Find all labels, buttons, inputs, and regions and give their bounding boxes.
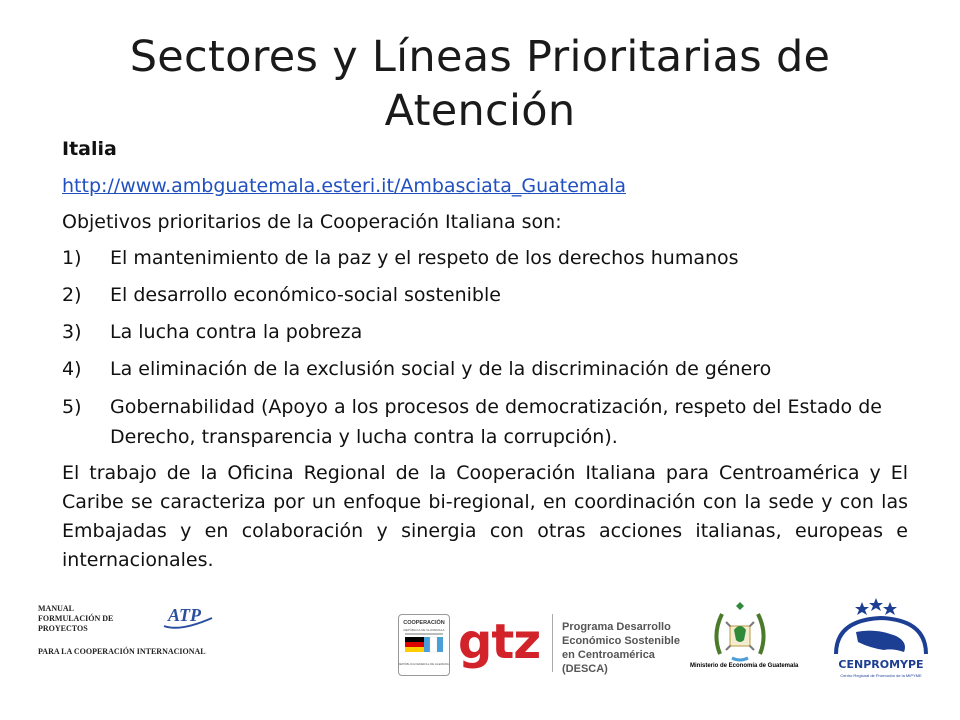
list-item-text: El desarrollo económico-social sostenible xyxy=(110,284,501,306)
desca-logo-text xyxy=(562,620,680,676)
gtz-logo: gtz xyxy=(458,614,541,670)
cenpromype-subtext: Centro Regional de Promoción de la MIPYME xyxy=(840,673,922,678)
desca-line: Económico Sostenible xyxy=(562,635,680,647)
list-item xyxy=(62,392,908,461)
coop-label: COOPERACIÓN xyxy=(403,620,445,626)
list-item-number: 4) xyxy=(62,358,82,380)
coop-sub2: REPÚBLICA FEDERAL DE ALEMANIA xyxy=(399,662,449,666)
country-heading: Italia xyxy=(62,138,117,160)
list-item-number: 1) xyxy=(62,247,82,269)
list-item-text: El mantenimiento de la paz y el respeto de los derechos humanos xyxy=(110,247,739,269)
manual-label-1: MANUAL xyxy=(38,604,74,613)
link-row xyxy=(62,172,908,208)
atp-logo-text: ATP xyxy=(168,605,202,625)
list-item xyxy=(62,318,908,355)
manual-label-3: PROYECTOS xyxy=(38,624,88,633)
list-item-number: 5) xyxy=(62,396,82,418)
cenpromype-logo xyxy=(826,592,936,688)
list-item-number: 2) xyxy=(62,284,82,306)
manual-label-2: FORMULACIÓN DE xyxy=(38,614,114,623)
slide-body xyxy=(62,135,908,575)
guatemala-coat-of-arms-icon xyxy=(708,600,772,666)
cooperacion-logo xyxy=(398,614,450,676)
intro-text: Objetivos prioritarios de la Cooperación Italiana son: xyxy=(62,211,562,233)
desca-line: en Centroamérica xyxy=(562,649,655,661)
cenpromype-text: CENPROMYPE xyxy=(838,658,924,671)
mineco-label: Ministerio de Economía de Guatemala xyxy=(690,663,799,669)
list-item-text: La lucha contra la pobreza xyxy=(110,321,363,343)
slide-title: Sectores y Líneas Prioritarias de Atención xyxy=(129,32,831,136)
atp-logo xyxy=(160,602,216,632)
desca-line: Programa Desarrollo xyxy=(562,621,671,633)
embassy-link[interactable]: http://www.ambguatemala.esteri.it/Ambasciata_Guatemala xyxy=(62,175,627,197)
list-item xyxy=(62,355,908,392)
coop-sub1: REPÚBLICA DE GUATEMALA xyxy=(403,628,445,632)
list-item-text: Gobernabilidad (Apoyo a los procesos de democratización, respeto del Estado de Derecho, transparencia y lucha contra la corrupción). xyxy=(110,396,882,448)
list-item-text: La eliminación de la exclusión social y de la discriminación de género xyxy=(110,358,772,380)
list-item-number: 3) xyxy=(62,321,82,343)
body-paragraph: El trabajo de la Oficina Regional de la Cooperación Italiana para Centroamérica y El Caribe se caracteriza por un enfoque bi-regional, en coordinación con la sede y con las Embajadas y en colaboración y sinergia con otras acciones italianas, europeas e internacionales. xyxy=(62,462,908,571)
desca-line: (DESCA) xyxy=(562,663,608,675)
logo-divider xyxy=(552,614,553,672)
list-item xyxy=(62,244,908,281)
manual-label-4: PARA LA COOPERACIÓN INTERNACIONAL xyxy=(38,647,206,656)
list-item xyxy=(62,281,908,318)
